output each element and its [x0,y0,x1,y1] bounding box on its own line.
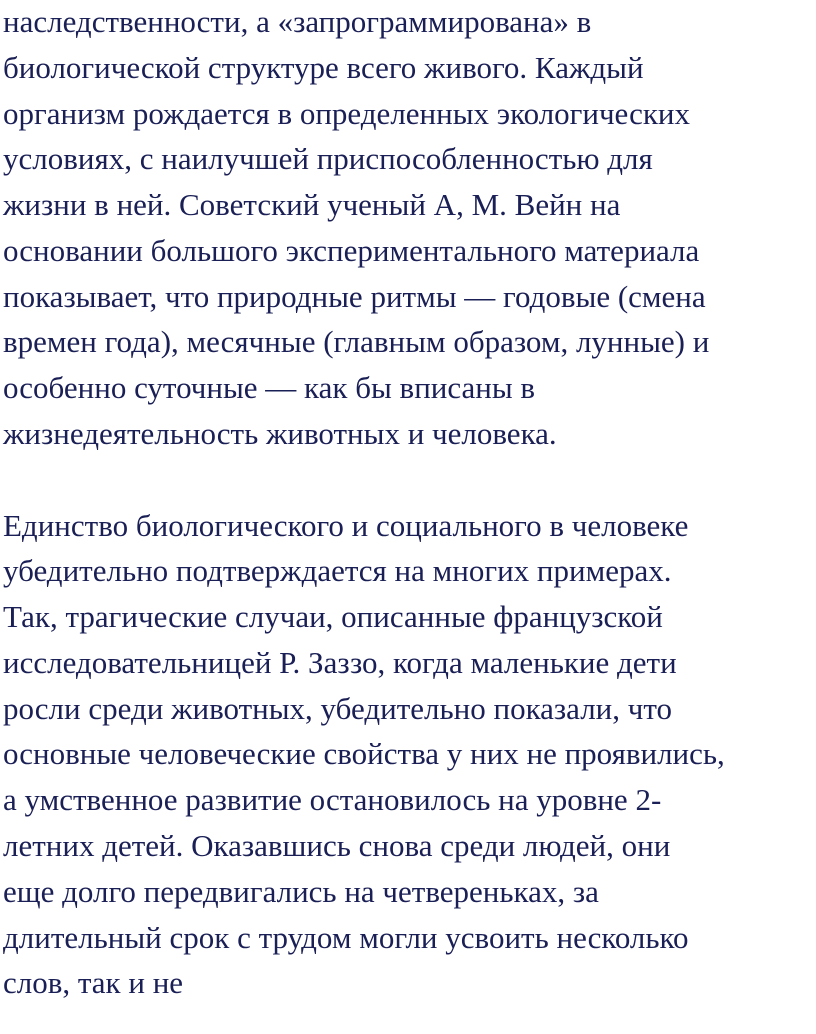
text-line: основании большого экспериментального материала [3,233,700,268]
text-line: основные человеческие свойства у них не проявились, [3,736,725,771]
text-line: жизнедеятельность животных и человека. [3,416,557,451]
text-line: особенно суточные — как бы вписаны в [3,370,536,405]
text-line: условиях, с наилучшей приспособленностью для [3,141,653,176]
text-line: наследственности, а «запрограммирована» в [3,4,592,39]
text-line: еще долго передвигались на четвереньках, за [3,874,599,909]
text-line: Так, трагические случаи, описанные французской [3,599,663,634]
text-line: жизни в ней. Советский ученый А, М. Вейн на [3,187,621,222]
text-line: Единство биологического и социального в человеке [3,508,689,543]
text-line: длительный срок с трудом могли усвоить несколько [3,920,689,955]
text-line: организм рождается в определенных экологических [3,96,690,131]
text-line: времен года), месячные (главным образом, лунные) и [3,324,710,359]
text-line: росли среди животных, убедительно показали, что [3,691,672,726]
text-line: биологической структуре всего живого. Каждый [3,50,644,85]
text-line: а умственное развитие остановилось на уровне 2- [3,782,662,817]
text-line: убедительно подтверждается на многих примерах. [3,553,672,588]
text-line: исследовательницей Р. Заззо, когда маленькие дети [3,645,677,680]
text-line: слов, так и не [3,965,184,1000]
text-line: летних детей. Оказавшись снова среди людей, они [3,828,671,863]
text-line: показывает, что природные ритмы — годовые (смена [3,279,706,314]
